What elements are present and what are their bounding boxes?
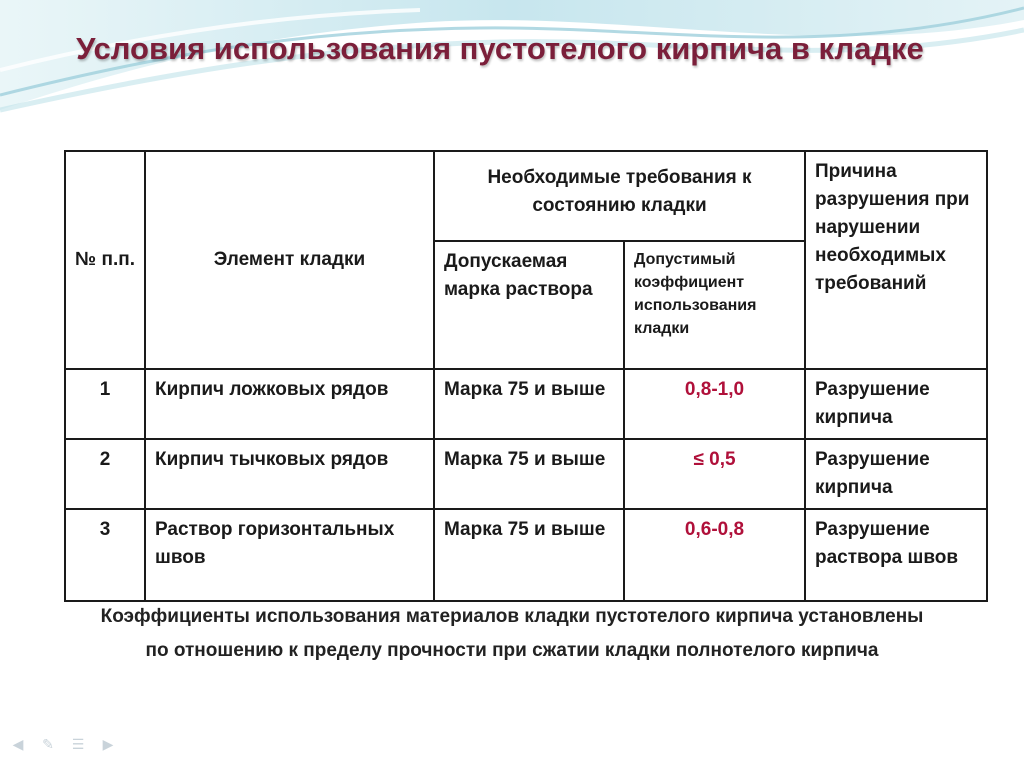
brick-conditions-table (64, 150, 988, 602)
row-element: Раствор горизонтальных швов (145, 509, 434, 601)
row-element: Кирпич ложковых рядов (145, 369, 434, 439)
pen-icon[interactable]: ✎ (42, 736, 54, 752)
row-num: 1 (65, 369, 145, 439)
row-grade: Марка 75 и выше (434, 509, 624, 601)
row-grade: Марка 75 и выше (434, 439, 624, 509)
row-coefficient: ≤ 0,5 (624, 439, 805, 509)
row-num: 2 (65, 439, 145, 509)
row-grade: Марка 75 и выше (434, 369, 624, 439)
row-num: 3 (65, 509, 145, 601)
row-element: Кирпич тычковых рядов (145, 439, 434, 509)
header-mortar-grade: Допускаемая марка раствора (434, 241, 624, 369)
row-cause: Разрушение раствора швов (805, 509, 987, 601)
header-num: № п.п. (65, 151, 145, 369)
table-row (65, 369, 987, 439)
row-cause: Разрушение кирпича (805, 369, 987, 439)
header-cause: Причина разрушения при нарушении необходимых требований (805, 151, 987, 369)
header-requirements: Необходимые требования к состоянию кладки (434, 151, 805, 241)
header-coefficient: Допустимый коэффициент использования кладки (624, 241, 805, 369)
table-row (65, 439, 987, 509)
row-coefficient: 0,6-0,8 (624, 509, 805, 601)
arrow-left-icon[interactable]: ◀ (12, 736, 24, 752)
row-cause: Разрушение кирпича (805, 439, 987, 509)
arrow-right-icon[interactable]: ▶ (102, 736, 114, 752)
footer-note: Коэффициенты использования материалов кладки пустотелого кирпича установлены по отношению к пределу прочности при сжатии кладки полнотелого кирпича (100, 606, 924, 661)
header-element: Элемент кладки (145, 151, 434, 369)
table-row (65, 509, 987, 601)
menu-icon[interactable]: ☰ (71, 736, 85, 752)
row-coefficient: 0,8-1,0 (624, 369, 805, 439)
slide-navigation (8, 737, 118, 751)
slide-title: Условия использования пустотелого кирпича в кладке (76, 31, 924, 66)
